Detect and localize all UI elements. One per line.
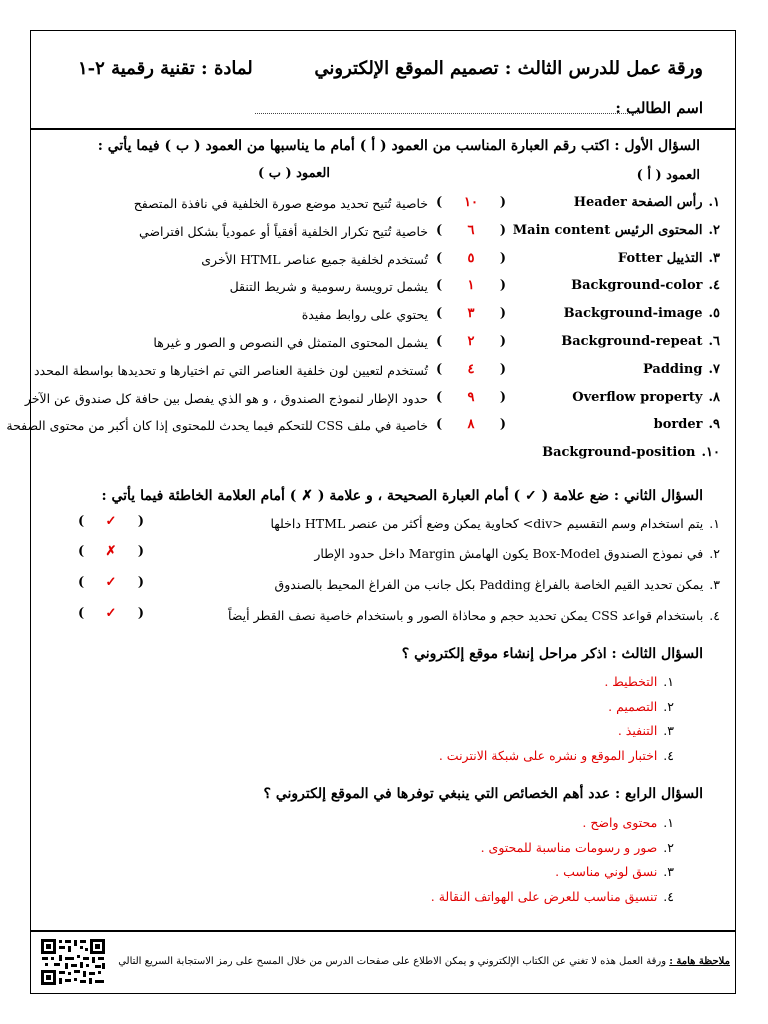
answer-number: ٨ bbox=[467, 417, 475, 433]
q2-statement bbox=[275, 577, 720, 592]
mark-box[interactable] bbox=[78, 514, 144, 529]
q4-answer-text: تنسيق مناسب للعرض على الهواتف النقالة . bbox=[430, 888, 658, 904]
q2-statement-number: ٢. bbox=[709, 546, 720, 561]
q2-statement-number: ٤. bbox=[709, 608, 720, 623]
close-paren: ) bbox=[436, 334, 443, 349]
subject-label: لمادة : تقنية رقمية ٢-١ bbox=[78, 58, 253, 79]
close-paren: ) bbox=[436, 278, 443, 294]
col-a-item-number: ٥. bbox=[708, 306, 720, 322]
col-a-item-text: التذييل Fotter bbox=[617, 250, 703, 266]
col-a-label: العمود ( أ ) bbox=[636, 168, 700, 183]
answer-box[interactable] bbox=[436, 417, 506, 432]
answer-box[interactable] bbox=[436, 278, 506, 293]
col-a-item-text: Background-color bbox=[571, 278, 703, 294]
open-paren: ( bbox=[499, 389, 506, 405]
student-name-label: اسم الطالب : bbox=[615, 99, 703, 117]
q2-statement-text: يتم استخدام وسم التقسيم <div> كحاوية يمكن وضع أكثر من عنصر HTML داخلها bbox=[270, 516, 704, 531]
open-paren: ( bbox=[137, 606, 144, 621]
col-b-item-text: تُستخدم لخلفية جميع عناصر HTML الأخرى bbox=[201, 251, 428, 267]
col-a-item-text: المحتوى الرئيس Main content bbox=[512, 222, 703, 238]
q3-answer bbox=[439, 748, 674, 763]
col-a-item bbox=[574, 195, 720, 210]
col-a-item bbox=[618, 251, 720, 266]
q4-answer-number: ٣. bbox=[663, 864, 674, 879]
col-a-item-number: ٤. bbox=[708, 278, 720, 294]
col-a-item-text: رأس الصفحة Header bbox=[573, 195, 703, 210]
close-paren: ) bbox=[436, 195, 443, 210]
col-b-item-text: خاصية في ملف CSS للتحكم فيما يحدث للمحتوى إذا كان أكبر من محتوى الصفحة bbox=[6, 418, 428, 434]
col-b-item-text: خاصية تُتيح تحديد موضع صورة الخلفية في نافذة المتصفح bbox=[133, 196, 428, 211]
col-a-item-number: ١٠. bbox=[701, 445, 720, 461]
q3-answer bbox=[604, 674, 674, 689]
answer-box[interactable] bbox=[436, 223, 506, 238]
header-divider bbox=[30, 128, 736, 130]
q4-title: السؤال الرابع : عدد أهم الخصائص التي ينبغي توفرها في الموقع إلكتروني ؟ bbox=[263, 786, 703, 802]
q4-answer-text: صور و رسومات مناسبة للمحتوى . bbox=[480, 839, 658, 855]
open-paren: ( bbox=[499, 278, 506, 294]
open-paren: ( bbox=[499, 306, 506, 322]
open-paren: ( bbox=[137, 544, 144, 559]
q3-answer-text: اختبار الموقع و نشره على شبكة الانترنت . bbox=[438, 747, 658, 763]
check-mark-icon: ✓ bbox=[105, 606, 117, 621]
answer-number: ١٠ bbox=[464, 195, 478, 210]
q4-answer bbox=[431, 889, 674, 904]
col-b-label: العمود ( ب ) bbox=[258, 166, 330, 181]
col-b-item-text: خاصية تُتيح تكرار الخلفية أفقياً أو عمودياً بشكل افتراضي bbox=[138, 223, 428, 239]
open-paren: ( bbox=[499, 250, 506, 266]
q2-statement-text: باستخدام قواعد CSS يمكن تحديد حجم و محاذاة الصور و باستخدام خاصية نصف القطر أيضاً bbox=[228, 608, 704, 623]
col-a-item-text: border bbox=[653, 417, 703, 433]
q3-answer bbox=[618, 723, 674, 738]
worksheet-title: ورقة عمل للدرس الثالث : تصميم الموقع الإلكتروني bbox=[314, 58, 703, 79]
col-a-item-text: Background-position bbox=[542, 445, 696, 461]
answer-box[interactable] bbox=[436, 334, 506, 349]
close-paren: ) bbox=[436, 417, 443, 433]
open-paren: ( bbox=[499, 417, 506, 433]
answer-number: ٢ bbox=[467, 334, 475, 349]
q2-statement-number: ٣. bbox=[709, 577, 720, 592]
col-a-item-text: Overflow property bbox=[572, 389, 703, 405]
close-paren: ) bbox=[436, 389, 443, 405]
col-b-item-text: يشمل المحتوى المتمثل في النصوص و الصور و غيرها bbox=[153, 335, 428, 350]
col-b-item-text: حدود الإطار لنموذج الصندوق ، و هو الذي يفصل بين حافة كل صندوق عن الآخر bbox=[24, 390, 428, 406]
q2-statement-text: يمكن تحديد القيم الخاصة بالفراغ Padding بكل جانب من الفراغ المحيط بالصندوق bbox=[274, 577, 704, 592]
q2-statement bbox=[270, 516, 720, 531]
q3-answer-text: التنفيذ . bbox=[617, 723, 658, 738]
q3-answer-number: ٤. bbox=[663, 747, 674, 763]
cross-mark-icon: ✗ bbox=[105, 544, 117, 559]
close-paren: ) bbox=[78, 606, 85, 621]
q2-statement bbox=[314, 546, 720, 561]
footer-note bbox=[118, 956, 730, 967]
mark-box[interactable] bbox=[78, 575, 144, 590]
student-name-field[interactable] bbox=[255, 112, 640, 114]
answer-number: ٦ bbox=[467, 222, 475, 238]
q4-answer-number: ٢. bbox=[663, 839, 674, 855]
open-paren: ( bbox=[499, 195, 506, 210]
q3-answer-text: التخطيط . bbox=[604, 674, 658, 689]
q4-answer-text: نسق لوني مناسب . bbox=[555, 864, 658, 879]
answer-number: ٩ bbox=[467, 389, 475, 405]
col-a-item bbox=[542, 445, 720, 460]
close-paren: ) bbox=[78, 544, 85, 559]
col-a-item bbox=[572, 390, 720, 405]
q2-statement-number: ١. bbox=[709, 516, 720, 531]
answer-box[interactable] bbox=[436, 251, 506, 266]
q4-answer bbox=[582, 815, 674, 830]
answer-box[interactable] bbox=[436, 390, 506, 405]
qr-code-icon[interactable] bbox=[40, 938, 106, 986]
col-a-item bbox=[571, 278, 720, 293]
open-paren: ( bbox=[499, 222, 506, 238]
check-mark-icon: ✓ bbox=[105, 575, 117, 590]
q2-statement-text: في نموذج الصندوق Box-Model يكون الهامش Margin داخل حدود الإطار bbox=[314, 546, 704, 561]
col-a-item-number: ١. bbox=[708, 195, 720, 210]
q3-answer-number: ٣. bbox=[663, 723, 674, 738]
col-a-item bbox=[564, 306, 720, 321]
col-a-item-number: ٧. bbox=[708, 361, 720, 377]
col-b-item-text: يحتوي على روابط مفيدة bbox=[301, 307, 428, 323]
q3-answer bbox=[608, 699, 674, 714]
open-paren: ( bbox=[137, 575, 144, 590]
col-a-item bbox=[654, 417, 720, 432]
col-a-item-number: ٢. bbox=[708, 222, 720, 238]
answer-number: ٤ bbox=[467, 361, 475, 377]
q4-answer-number: ١. bbox=[663, 815, 674, 830]
q3-answer-number: ٢. bbox=[663, 698, 674, 714]
close-paren: ) bbox=[78, 575, 85, 590]
answer-number: ١ bbox=[467, 278, 475, 294]
col-a-item-number: ٣. bbox=[708, 250, 720, 266]
q3-answer-number: ١. bbox=[663, 674, 674, 689]
col-a-item-number: ٦. bbox=[708, 334, 720, 349]
answer-box[interactable] bbox=[436, 195, 506, 210]
q2-title: السؤال الثاني : ضع علامة ( ✓ ) أمام العبارة الصحيحة ، و علامة ( ✗ ) أمام العلامة الخاطئة فيما يأتي : bbox=[101, 488, 703, 504]
col-a-item-text: Background-image bbox=[563, 306, 703, 322]
footer-note-text: ورقة العمل هذه لا تغني عن الكتاب الإلكتروني و يمكن الاطلاع على صفحات الدرس من خلال المسح على رمز الاستجابة السريع التالي bbox=[118, 956, 667, 967]
open-paren: ( bbox=[137, 514, 144, 529]
col-a-item-number: ٨. bbox=[708, 389, 720, 405]
q4-answer-text: محتوى واضح . bbox=[582, 815, 658, 830]
col-a-item-text: Padding bbox=[642, 361, 703, 377]
answer-number: ٣ bbox=[467, 306, 475, 322]
answer-number: ٥ bbox=[467, 250, 475, 266]
answer-box[interactable] bbox=[436, 362, 506, 377]
footer-divider bbox=[30, 930, 736, 932]
col-a-item-number: ٩. bbox=[708, 417, 720, 433]
mark-box[interactable] bbox=[78, 606, 144, 621]
q1-title: السؤال الأول : اكتب رقم العبارة المناسب من العمود ( أ ) أمام ما يناسبها من العمود ( ب ) فيما يأتي : bbox=[97, 138, 700, 154]
col-a-item-text: Background-repeat bbox=[561, 334, 703, 349]
footer-note-label: ملاحظة هامة : bbox=[669, 956, 730, 967]
answer-box[interactable] bbox=[436, 306, 506, 321]
close-paren: ) bbox=[436, 222, 443, 238]
q3-title: السؤال الثالث : اذكر مراحل إنشاء موقع إلكتروني ؟ bbox=[401, 646, 703, 662]
col-b-item-text: يشمل ترويسة رسومية و شريط التنقل bbox=[229, 279, 428, 295]
close-paren: ) bbox=[436, 250, 443, 266]
close-paren: ) bbox=[78, 514, 85, 529]
q4-answer bbox=[481, 840, 674, 855]
open-paren: ( bbox=[499, 334, 506, 349]
open-paren: ( bbox=[499, 361, 506, 377]
col-a-item bbox=[643, 362, 720, 377]
q4-answer-number: ٤. bbox=[663, 888, 674, 904]
col-b-item-text: تُستخدم لتعيين لون خلفية العناصر التي تم اختيارها و تحديدها بواسطة المحدد bbox=[33, 362, 428, 378]
q4-answer bbox=[555, 864, 674, 879]
col-a-item bbox=[513, 223, 720, 238]
q2-statement bbox=[228, 608, 720, 623]
mark-box[interactable] bbox=[78, 544, 144, 559]
close-paren: ) bbox=[436, 361, 443, 377]
check-mark-icon: ✓ bbox=[105, 514, 117, 529]
col-a-item bbox=[561, 334, 720, 349]
close-paren: ) bbox=[436, 306, 443, 322]
q3-answer-text: التصميم . bbox=[608, 698, 658, 714]
